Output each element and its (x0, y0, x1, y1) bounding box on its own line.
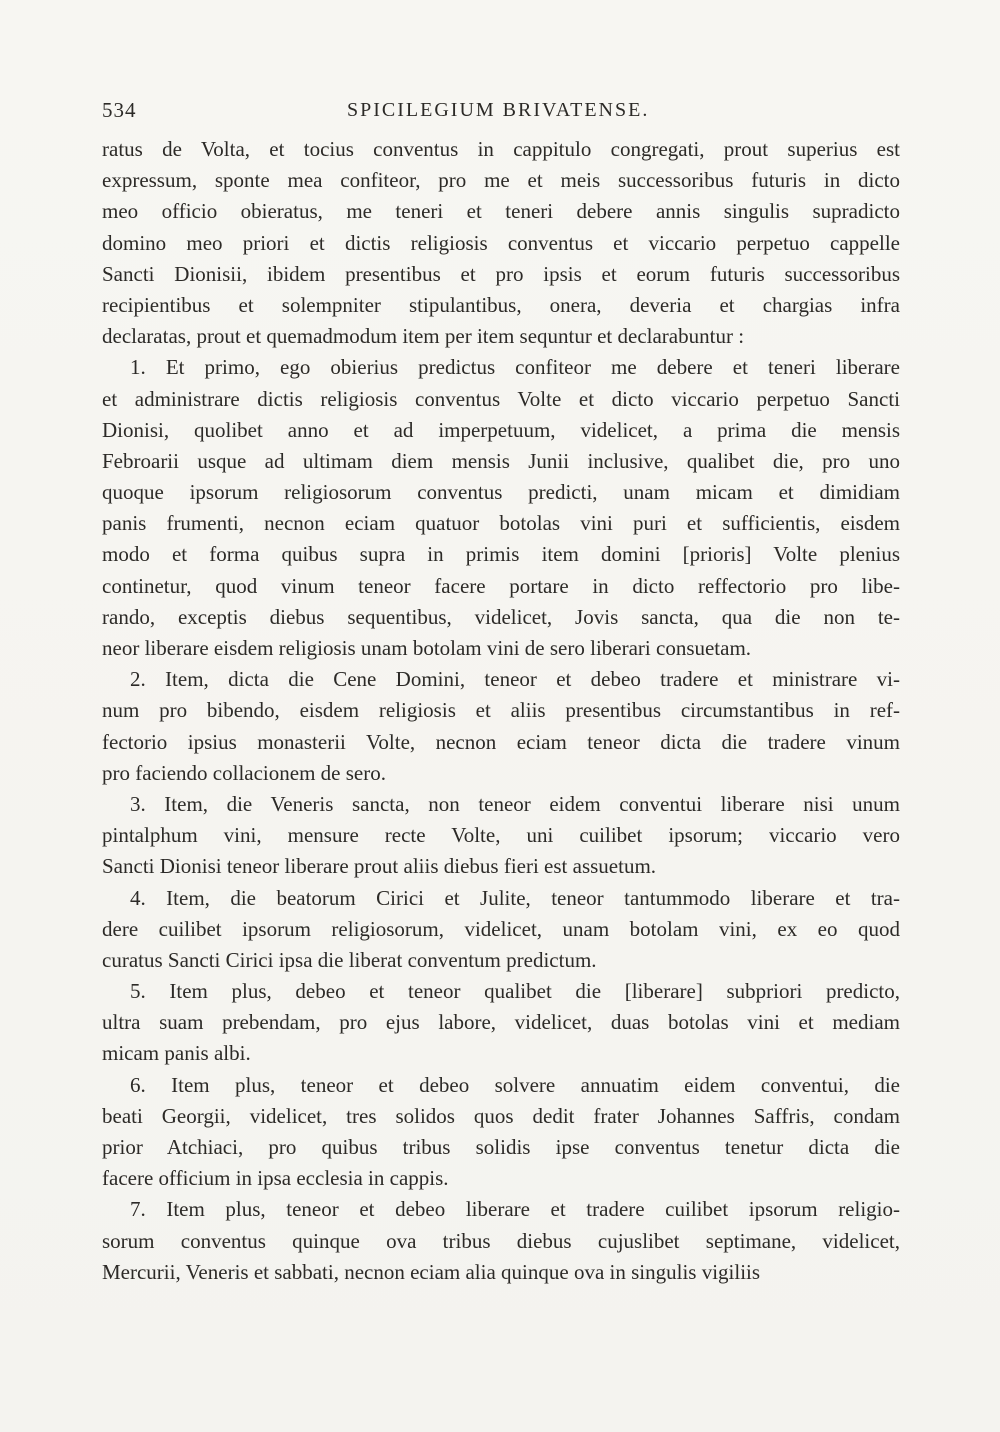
text-line: quoque ipsorum religiosorum conventus predicti, unam micam et dimidiam (102, 480, 900, 505)
text-line: num pro bibendo, eisdem religiosis et aliis presentibus circumstantibus in ref- (102, 698, 900, 723)
page-header (102, 98, 900, 128)
text-line: declaratas, prout et quemadmodum item per item sequntur et declarabuntur : (102, 324, 745, 349)
text-line: micam panis albi. (102, 1041, 251, 1066)
text-line: Febroarii usque ad ultimam diem mensis Junii inclusive, qualibet die, pro uno (102, 448, 900, 473)
paragraph (102, 883, 900, 977)
text-line: Dionisi, quolibet anno et ad imperpetuum, videlicet, a prima die mensis (102, 417, 900, 442)
text-line: continetur, quod vinum teneor facere portare in dicto reffectorio pro libe- (102, 573, 900, 598)
text-line: 3. Item, die Veneris sancta, non teneor eidem conventui liberare nisi unum (130, 791, 900, 816)
text-line: 4. Item, die beatorum Cirici et Julite, teneor tantummodo liberare et tra- (130, 885, 900, 910)
text-line: recipientibus et solempniter stipulantibus, onera, deveria et chargias infra (102, 292, 900, 317)
text-line: meo officio obieratus, me teneri et teneri debere annis singulis supradicto (102, 199, 900, 224)
text-line: neor liberare eisdem religiosis unam botolam vini de sero liberari consuetam. (102, 636, 752, 660)
text-line: modo et forma quibus supra in primis item domini [prioris] Volte plenius (102, 542, 900, 567)
paragraph (102, 789, 900, 883)
paragraph (102, 134, 900, 352)
text-line: rando, exceptis diebus sequentibus, videlicet, Jovis sancta, qua die non te- (102, 604, 900, 629)
text-line: 1. Et primo, ego obierius predictus confiteor me debere et teneri liberare (130, 355, 900, 380)
text-line: 6. Item plus, teneor et debeo solvere annuatim eidem conventui, die (130, 1072, 900, 1097)
text-line: dere cuilibet ipsorum religiosorum, videlicet, unam botolam vini, ex eo quod (102, 916, 900, 941)
text-line: curatus Sancti Cirici ipsa die liberat conventum predictum. (102, 947, 597, 972)
text-line: 7. Item plus, teneor et debeo liberare et tradere cuilibet ipsorum religio- (130, 1197, 900, 1222)
text-body (102, 134, 900, 1288)
paragraph (102, 1194, 900, 1288)
text-line: ultra suam prebendam, pro ejus labore, videlicet, duas botolas vini et mediam (102, 1010, 900, 1035)
page-number: 534 (102, 98, 137, 122)
text-line: pro faciendo collacionem de sero. (102, 760, 386, 785)
text-line: prior Atchiaci, pro quibus tribus solidis ipse conventus tenetur dicta die (102, 1135, 900, 1159)
text-line: pintalphum vini, mensure recte Volte, uni cuilibet ipsorum; viccario vero (102, 823, 900, 848)
text-line: Sancti Dionisi teneor liberare prout aliis diebus fieri est assuetum. (102, 854, 657, 879)
running-head: SPICILEGIUM BRIVATENSE. (347, 99, 650, 121)
text-line: Mercurii, Veneris et sabbati, necnon eciam alia quinque ova in singulis vigiliis (102, 1259, 761, 1284)
text-line: ratus de Volta, et tocius conventus in cappitulo congregati, prout superius est (102, 137, 900, 161)
text-line: expressum, sponte mea confiteor, pro me et meis successoribus futuris in dicto (102, 168, 900, 193)
text-line: sorum conventus quinque ova tribus diebus cujuslibet septimane, videlicet, (102, 1228, 900, 1253)
text-line: domino meo priori et dictis religiosis conventus et viccario perpetuo cappelle (102, 230, 900, 255)
text-line: facere officium in ipsa ecclesia in cappis. (102, 1166, 449, 1191)
text-line: panis frumenti, necnon eciam quatuor botolas vini puri et sufficientis, eisdem (102, 511, 900, 536)
paragraph (102, 976, 900, 1070)
text-line: et administrare dictis religiosis conventus Volte et dicto viccario perpetuo Sancti (102, 386, 900, 411)
text-line: fectorio ipsius monasterii Volte, necnon eciam teneor dicta die tradere vinum (102, 729, 900, 754)
text-line: beati Georgii, videlicet, tres solidos quos dedit frater Johannes Saffris, condam (102, 1103, 900, 1128)
paragraph (102, 352, 900, 664)
paragraph (102, 664, 900, 789)
text-line: 2. Item, dicta die Cene Domini, teneor et debeo tradere et ministrare vi- (130, 667, 900, 692)
text-line: Sancti Dionisii, ibidem presentibus et pro ipsis et eorum futuris successoribus (102, 261, 900, 286)
text-line: 5. Item plus, debeo et teneor qualibet die [liberare] subpriori predicto, (130, 979, 900, 1004)
paragraph (102, 1070, 900, 1195)
